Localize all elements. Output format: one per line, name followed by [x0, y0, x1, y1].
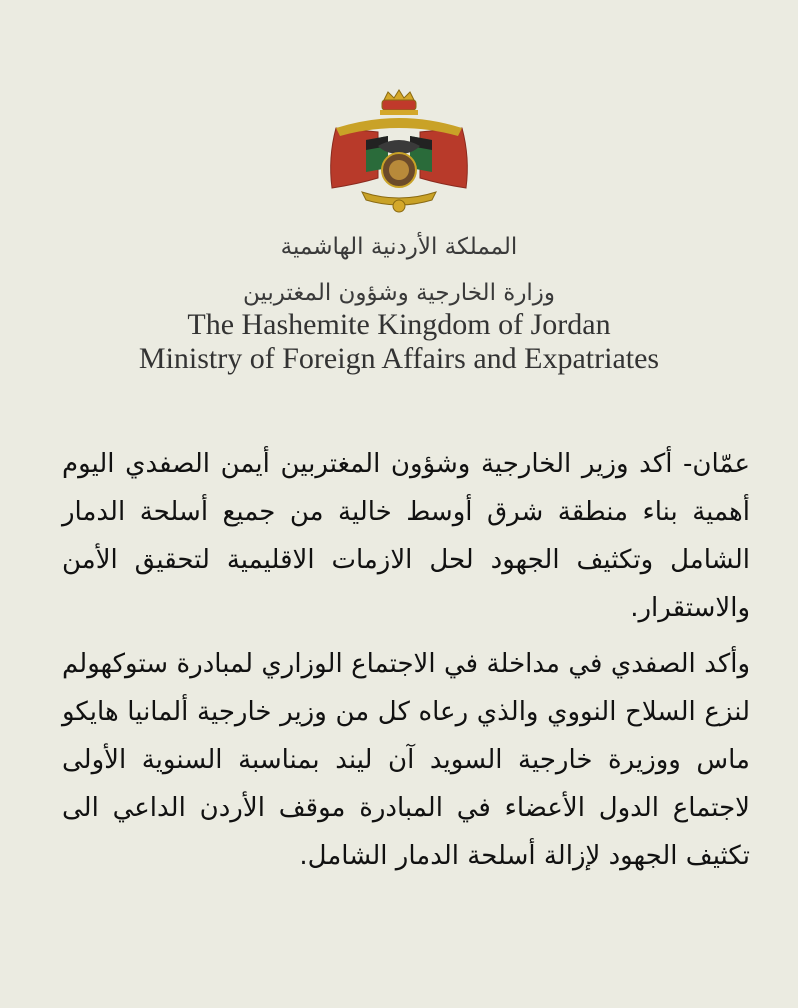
letterhead-kingdom-english: The Hashemite Kingdom of Jordan — [187, 308, 611, 341]
letterhead-ministry-arabic: وزارة الخارجية وشؤون المغتربين — [242, 280, 556, 306]
statement-paragraph-2: وأكد الصفدي في مداخلة في الاجتماع الوزاري لمبادرة ستوكهولم لنزع السلاح النووي والذي رعاه كل من وزير خارجية ألمانيا هايكو ماس ووزيرة خارجية السويد آن ليند بمناسبة السنوية الأولى لاجتماع الدول الأعضاء في المبادرة موقف الأردن الداعي الى تكثيف الجهود لإزالة أسلحة الدمار الشامل. — [62, 649, 750, 871]
letterhead-ministry-english: Ministry of Foreign Affairs and Expatriates — [138, 342, 660, 375]
letterhead-kingdom-arabic: المملكة الأردنية الهاشمية — [280, 234, 518, 260]
statement-paragraph-1: عمّان- أكد وزير الخارجية وشؤون المغتربين أيمن الصفدي اليوم أهمية بناء منطقة شرق أوسط خالية من جميع أسلحة الدمار الشامل وتكثيف الجهود لحل الازمات الاقليمية لتحقيق الأمن والاستقرار. — [62, 449, 750, 623]
jordan-coat-of-arms-icon — [318, 88, 480, 216]
